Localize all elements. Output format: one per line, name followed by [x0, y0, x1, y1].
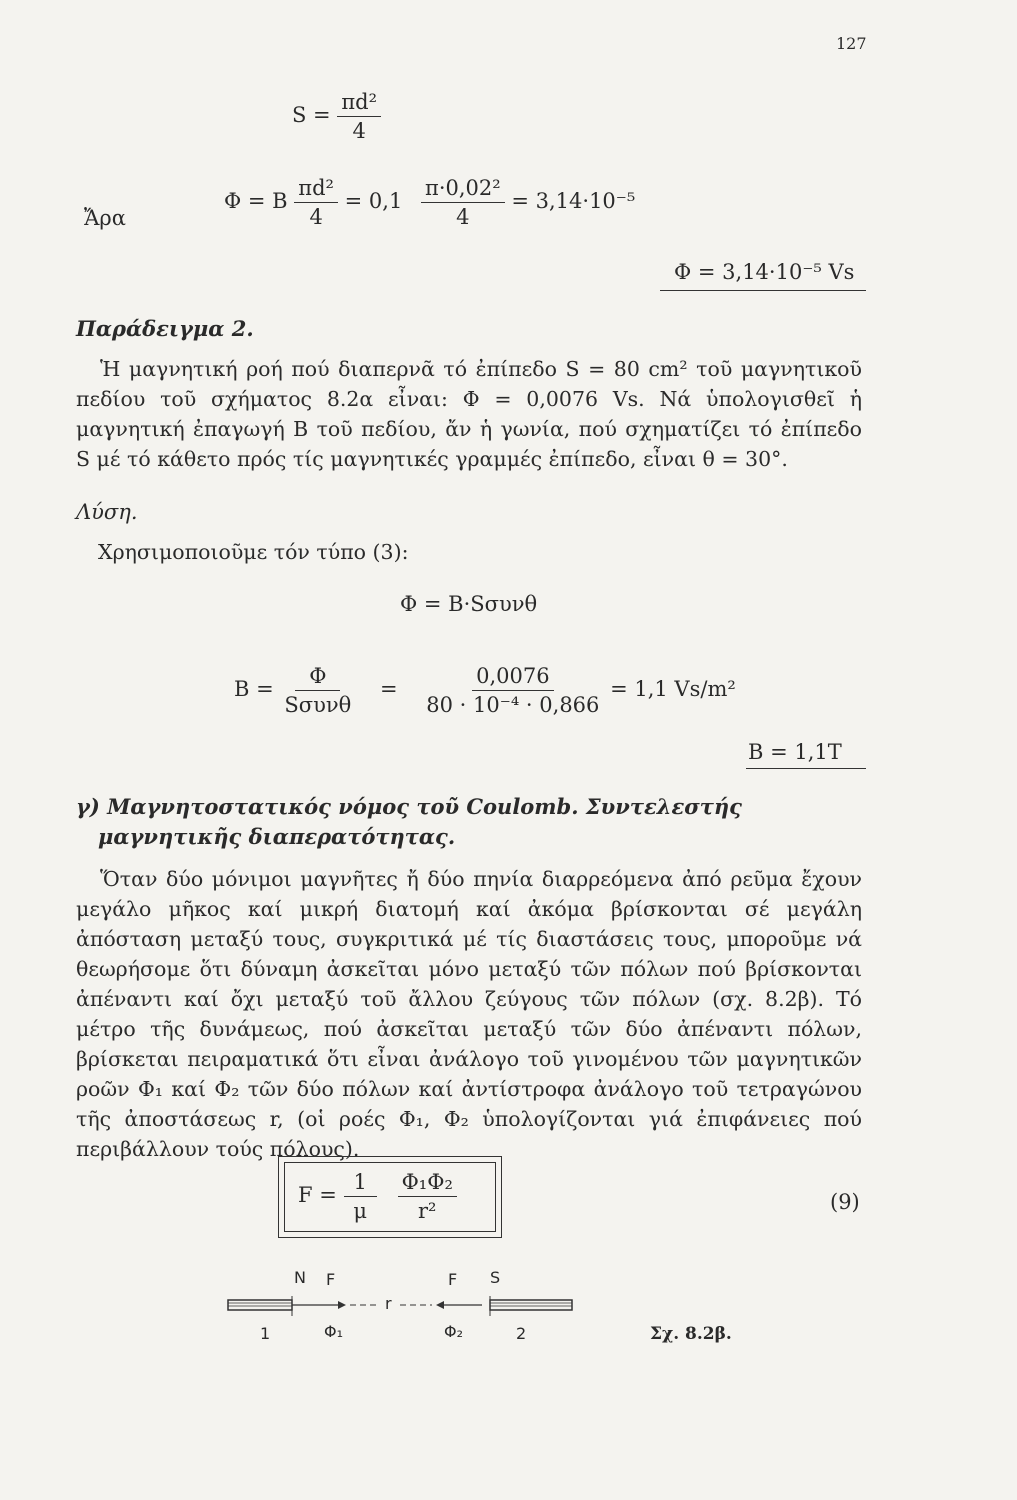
denominator: 80 · 10⁻⁴ · 0,866 — [426, 693, 600, 717]
magnets-diagram — [220, 1268, 620, 1358]
eq-phi-lhs: Φ = B — [224, 189, 288, 213]
eq-b-rhs: = 1,1 Vs/m² — [610, 677, 736, 701]
equation-area — [292, 90, 381, 143]
result-induction: B = 1,1T — [748, 740, 842, 764]
formula-flux: Φ = B·Sσυνθ — [400, 592, 538, 616]
result-underline — [746, 768, 866, 769]
label-flux-1: Φ₁ — [324, 1322, 344, 1341]
eq-phi-mid: = 0,1 — [344, 189, 403, 213]
fraction — [294, 176, 338, 229]
solution-heading: Λύση. — [76, 500, 138, 524]
arrow-head — [338, 1301, 346, 1309]
fraction — [344, 1170, 377, 1223]
label-north: N — [294, 1268, 306, 1287]
example-heading: Παράδειγμα 2. — [76, 316, 254, 341]
magnet-1 — [228, 1300, 292, 1310]
label-force-1: F — [326, 1270, 336, 1289]
result-underline — [660, 290, 866, 291]
label-magnet-2: 2 — [516, 1324, 527, 1343]
fraction — [398, 1170, 457, 1223]
denominator: μ — [353, 1199, 368, 1223]
label-distance: r — [385, 1294, 392, 1313]
section-paragraph: Ὅταν δύο μόνιμοι μαγνῆτες ἤ δύο πηνία διαρρεόμενα ἀπό ρεῦμα ἔχουν μεγάλο μῆκος καί μικρή διατομή καί ἀκόμα βρίσκονται σέ μεγάλη ἀπόσταση μεταξύ τους, συγκριτικά μέ τίς διαστάσεις τους, μποροῦμε νά θεωρήσομε ὅτι δύναμη ἀσκεῖται μόνο μεταξύ τῶν πόλων πού βρίσκονται ἀπέναντι καί ὄχι μεταξύ τοῦ ἄλλου ζεύγους τῶν πόλων (σχ. 8.2β). Τό μέτρο τῆς δυνάμεως, πού ἀσκεῖται μεταξύ τῶν δύο ἀπέναντι πόλων, βρίσκεται πειραματικά ὅτι εἶναι ἀνάλογο τοῦ γινομένου τῶν μαγνητικῶν ροῶν Φ₁ καί Φ₂ τῶν δύο πόλων καί ἀντίστροφα ἀνάλογο τοῦ τετραγώνου τῆς ἀποστάσεως r, (οἱ ροές Φ₁, Φ₂ ὑπολογίζονται γιά ἐπιφάνειες πού περιβάλλουν τούς πόλους). — [76, 867, 862, 1161]
fraction — [421, 176, 505, 229]
arrow-head — [436, 1301, 444, 1309]
fraction — [422, 664, 603, 717]
equation-induction — [234, 664, 736, 717]
page-number: 127 — [836, 34, 867, 53]
denominator: r² — [418, 1199, 437, 1223]
label-force-2: F — [448, 1270, 458, 1289]
numerator: πd² — [294, 176, 338, 203]
figure-caption: Σχ. 8.2β. — [650, 1324, 732, 1344]
numerator: Φ₁Φ₂ — [398, 1170, 457, 1197]
numerator: πd² — [337, 90, 381, 117]
equation-number: (9) — [830, 1190, 860, 1214]
example-paragraph: Ἡ μαγνητική ροή πού διαπερνᾶ τό ἐπίπεδο S = 80 cm² τοῦ μαγνητικοῦ πεδίου τοῦ σχήματος 8.2α εἶναι: Φ = 0,0076 Vs. Νά ὑπολογισθεῖ ἡ μαγνητική ἐπαγωγή B τοῦ πεδίου, ἄν ἡ γωνία, πού σχηματίζει τό ἐπίπεδο S μέ τό κάθετο πρός τίς μαγνητικές γραμμές ἐπίπεδο, εἶναι θ = 30°. — [76, 357, 862, 471]
eq-phi-rhs: = 3,14·10⁻⁵ — [511, 189, 636, 213]
result-flux: Φ = 3,14·10⁻⁵ Vs — [674, 260, 855, 284]
fraction — [280, 664, 355, 717]
denominator: 4 — [456, 205, 470, 229]
denominator: 4 — [309, 205, 323, 229]
label-flux-2: Φ₂ — [444, 1322, 464, 1341]
numerator: π·0,02² — [421, 176, 505, 203]
fraction — [337, 90, 381, 143]
equation-flux — [224, 176, 635, 229]
eq-b-lhs: B = — [234, 677, 274, 701]
solution-text: Χρησιμοποιοῦμε τόν τύπο (3): — [98, 540, 409, 564]
denominator: Sσυνθ — [284, 693, 352, 717]
figure-magnets — [220, 1268, 620, 1358]
section-heading: γ) Μαγνητοστατικός νόμος τοῦ Coulomb. Συντελεστής μαγνητικῆς διαπερατότητας. — [76, 794, 742, 849]
numerator: 0,0076 — [472, 664, 553, 691]
magnet-2 — [490, 1300, 572, 1310]
eq-b-eq: = — [379, 677, 398, 701]
equation-coulomb — [298, 1170, 457, 1223]
denominator: 4 — [352, 119, 366, 143]
ara-label: Ἄρα — [84, 206, 126, 230]
label-south: S — [490, 1268, 501, 1287]
eq-coulomb-lhs: F = — [298, 1183, 337, 1207]
label-magnet-1: 1 — [260, 1324, 271, 1343]
numerator: 1 — [344, 1170, 377, 1197]
numerator: Φ — [295, 664, 340, 691]
eq-s-lhs: S = — [292, 103, 331, 127]
